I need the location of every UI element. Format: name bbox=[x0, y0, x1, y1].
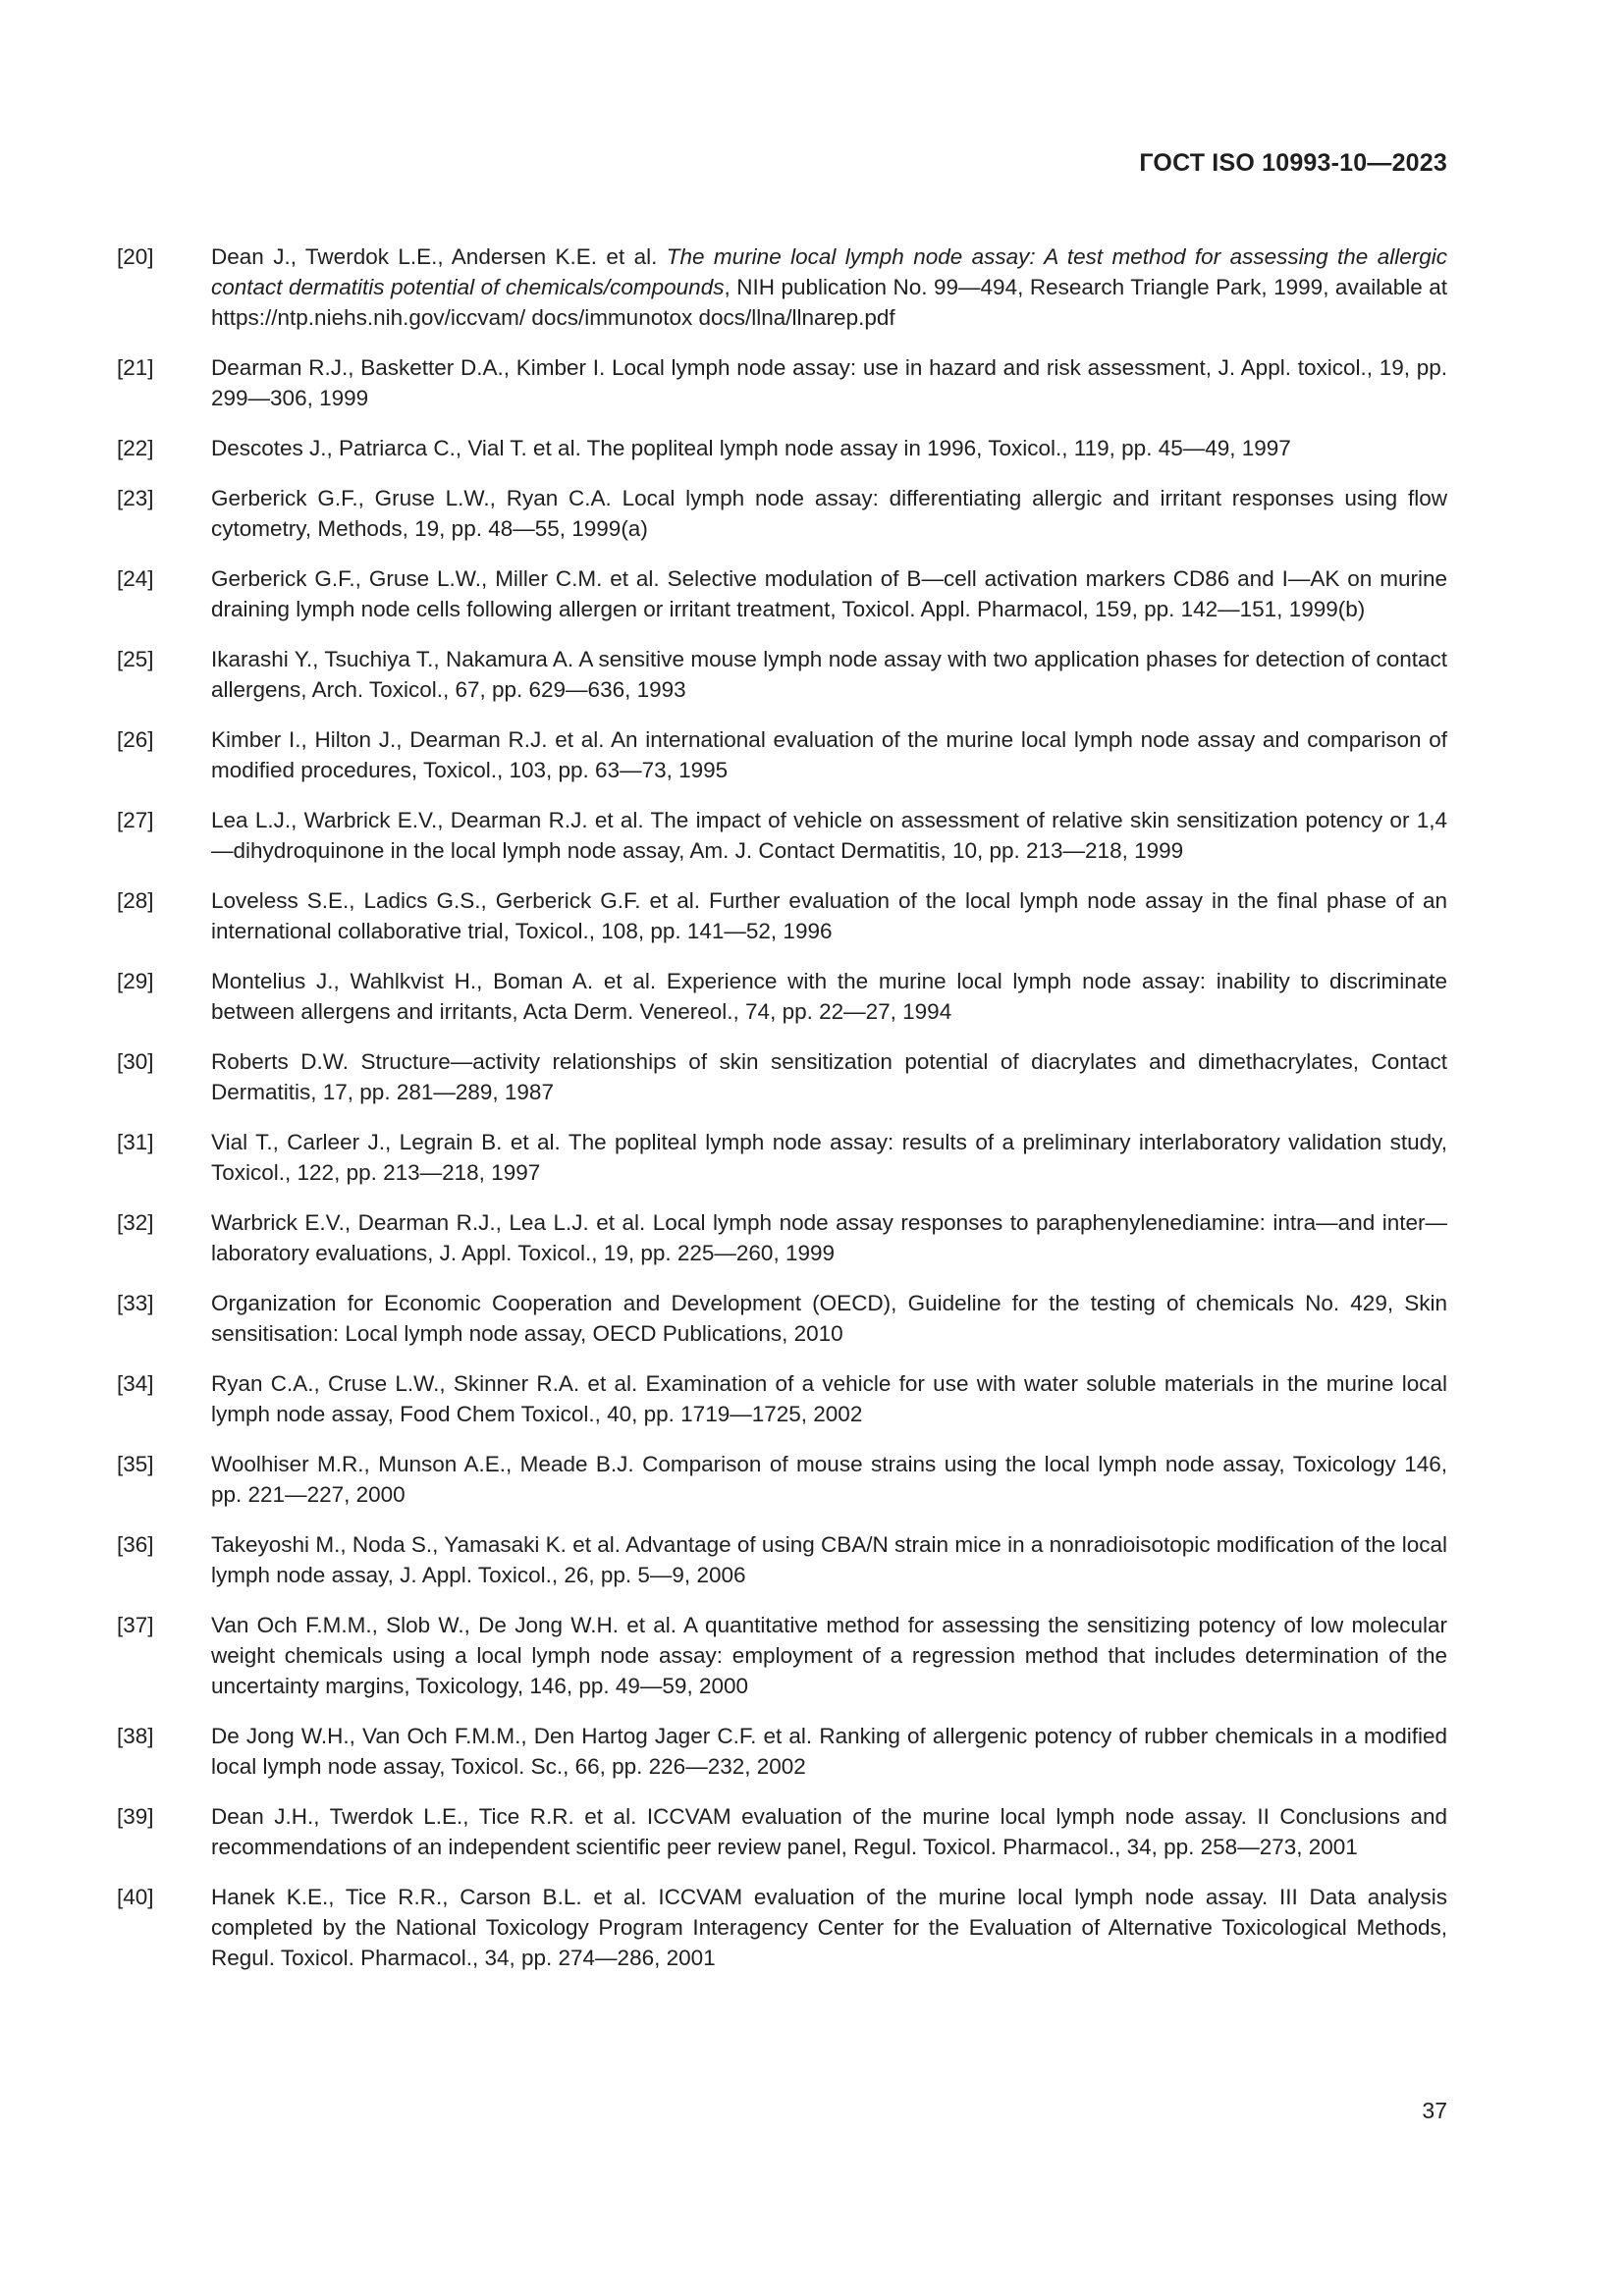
reference-number: [27] bbox=[117, 808, 154, 832]
reference-text: Gerberick G.F., Gruse L.W., Ryan C.A. Local lymph node assay: differentiating allergic and irritant responses using flow cytometry, Methods, 19, pp. 48—55, 1999(a) bbox=[211, 486, 1447, 541]
page-number: 37 bbox=[1422, 2098, 1447, 2123]
reference-31 bbox=[117, 1127, 1447, 1188]
reference-39 bbox=[117, 1801, 1447, 1862]
reference-number: [40] bbox=[117, 1885, 154, 1909]
reference-text: Woolhiser M.R., Munson A.E., Meade B.J. Comparison of mouse strains using the local lymph node assay, Toxicology 146, pp. 221—227, 2000 bbox=[211, 1452, 1447, 1507]
reference-number: [29] bbox=[117, 969, 154, 993]
reference-number: [23] bbox=[117, 486, 154, 510]
reference-text: Dean J.H., Twerdok L.E., Tice R.R. et al. ICCVAM evaluation of the murine local lymph node assay. II Conclusions and recommendations of an independent scientific peer review panel, Regul. Toxicol. Pharmacol., 34, pp. 258—273, 2001 bbox=[211, 1804, 1447, 1859]
reference-23 bbox=[117, 483, 1447, 544]
reference-details: , NIH publication No. 99—494, Research Triangle Park, 1999, available at https://ntp.niehs.nih.gov/iccvam/ docs/immunotox docs/llna/llnarep.pdf bbox=[211, 275, 1447, 330]
reference-25 bbox=[117, 644, 1447, 705]
reference-number: [22] bbox=[117, 436, 154, 460]
reference-22 bbox=[117, 433, 1447, 463]
reference-38 bbox=[117, 1721, 1447, 1782]
reference-title: The murine local lymph node assay: A test method for assessing the allergic contact dermatitis potential of chemicals/compounds bbox=[211, 244, 1447, 299]
reference-text: Hanek K.E., Tice R.R., Carson B.L. et al. ICCVAM evaluation of the murine local lymph node assay. III Data analysis completed by the National Toxicology Program Interagency Center for the Evaluation of Alternative Toxicological Methods, Regul. Toxicol. Pharmacol., 34, pp. 274—286, 2001 bbox=[211, 1885, 1447, 1970]
reference-number: [37] bbox=[117, 1613, 154, 1637]
reference-20 bbox=[117, 241, 1447, 333]
reference-28 bbox=[117, 885, 1447, 946]
reference-35 bbox=[117, 1449, 1447, 1510]
reference-29 bbox=[117, 966, 1447, 1027]
reference-27 bbox=[117, 805, 1447, 866]
reference-text: Lea L.J., Warbrick E.V., Dearman R.J. et al. The impact of vehicle on assessment of relative skin sensitization potency or 1,4—dihydroquinone in the local lymph node assay, Am. J. Contact Dermatitis, 10, pp. 213—218, 1999 bbox=[211, 808, 1447, 863]
reference-number: [36] bbox=[117, 1532, 154, 1557]
reference-24 bbox=[117, 563, 1447, 624]
reference-number: [24] bbox=[117, 566, 154, 591]
reference-number: [20] bbox=[117, 244, 154, 269]
reference-number: [21] bbox=[117, 355, 154, 380]
document-header: ГОСТ ISO 10993-10—2023 bbox=[1139, 149, 1447, 177]
reference-number: [30] bbox=[117, 1049, 154, 1074]
reference-30 bbox=[117, 1046, 1447, 1107]
reference-text: Dearman R.J., Basketter D.A., Kimber I. Local lymph node assay: use in hazard and risk assessment, J. Appl. toxicol., 19, pp. 299—306, 1999 bbox=[211, 355, 1447, 410]
reference-text: Montelius J., Wahlkvist H., Boman A. et al. Experience with the murine local lymph node assay: inability to discriminate between allergens and irritants, Acta Derm. Venereol., 74, pp. 22—27, 1994 bbox=[211, 969, 1447, 1024]
reference-34 bbox=[117, 1368, 1447, 1429]
reference-text bbox=[211, 241, 1447, 333]
reference-text: Vial T., Carleer J., Legrain B. et al. The popliteal lymph node assay: results of a preliminary interlaboratory validation study, Toxicol., 122, pp. 213—218, 1997 bbox=[211, 1130, 1447, 1185]
reference-text: Organization for Economic Cooperation and Development (OECD), Guideline for the testing of chemicals No. 429, Skin sensitisation: Local lymph node assay, OECD Publications, 2010 bbox=[211, 1291, 1447, 1346]
reference-text: De Jong W.H., Van Och F.M.M., Den Hartog Jager C.F. et al. Ranking of allergenic potency of rubber chemicals in a modified local lymph node assay, Toxicol. Sc., 66, pp. 226—232, 2002 bbox=[211, 1724, 1447, 1779]
reference-number: [28] bbox=[117, 888, 154, 913]
reference-text: Warbrick E.V., Dearman R.J., Lea L.J. et al. Local lymph node assay responses to paraphenylenediamine: intra—and inter—laboratory evaluations, J. Appl. Toxicol., 19, pp. 225—260, 1999 bbox=[211, 1210, 1447, 1265]
reference-text: Kimber I., Hilton J., Dearman R.J. et al. An international evaluation of the murine local lymph node assay and comparison of modified procedures, Toxicol., 103, pp. 63—73, 1995 bbox=[211, 727, 1447, 782]
reference-number: [26] bbox=[117, 727, 154, 752]
reference-21 bbox=[117, 352, 1447, 413]
reference-text: Loveless S.E., Ladics G.S., Gerberick G.F. et al. Further evaluation of the local lymph node assay in the final phase of an international collaborative trial, Toxicol., 108, pp. 141—52, 1996 bbox=[211, 888, 1447, 943]
reference-number: [38] bbox=[117, 1724, 154, 1748]
reference-number: [35] bbox=[117, 1452, 154, 1476]
reference-33 bbox=[117, 1288, 1447, 1349]
reference-text: Ryan C.A., Cruse L.W., Skinner R.A. et al. Examination of a vehicle for use with water soluble materials in the murine local lymph node assay, Food Chem Toxicol., 40, pp. 1719—1725, 2002 bbox=[211, 1371, 1447, 1426]
reference-36 bbox=[117, 1529, 1447, 1590]
reference-32 bbox=[117, 1207, 1447, 1268]
reference-number: [34] bbox=[117, 1371, 154, 1396]
reference-number: [25] bbox=[117, 647, 154, 671]
bibliography-list bbox=[117, 241, 1447, 1993]
reference-authors: Dean J., Twerdok L.E., Andersen K.E. et al. bbox=[211, 244, 667, 269]
reference-text: Takeyoshi M., Noda S., Yamasaki K. et al. Advantage of using CBA/N strain mice in a nonradioisotopic modification of the local lymph node assay, J. Appl. Toxicol., 26, pp. 5—9, 2006 bbox=[211, 1532, 1447, 1587]
reference-37 bbox=[117, 1610, 1447, 1701]
reference-number: [39] bbox=[117, 1804, 154, 1829]
reference-number: [32] bbox=[117, 1210, 154, 1235]
reference-text: Ikarashi Y., Tsuchiya T., Nakamura A. A sensitive mouse lymph node assay with two application phases for detection of contact allergens, Arch. Toxicol., 67, pp. 629—636, 1993 bbox=[211, 647, 1447, 702]
reference-text: Roberts D.W. Structure—activity relationships of skin sensitization potential of diacrylates and dimethacrylates, Contact Dermatitis, 17, pp. 281—289, 1987 bbox=[211, 1049, 1447, 1104]
reference-text: Gerberick G.F., Gruse L.W., Miller C.M. et al. Selective modulation of B—cell activation markers CD86 and I—AK on murine draining lymph node cells following allergen or irritant treatment, Toxicol. Appl. Pharmacol, 159, pp. 142—151, 1999(b) bbox=[211, 566, 1447, 621]
reference-number: [31] bbox=[117, 1130, 154, 1154]
reference-number: [33] bbox=[117, 1291, 154, 1315]
reference-text: Van Och F.M.M., Slob W., De Jong W.H. et al. A quantitative method for assessing the sensitizing potency of low molecular weight chemicals using a local lymph node assay: employment of a regression method that includes determination of the uncertainty margins, Toxicology, 146, pp. 49—59, 2000 bbox=[211, 1613, 1447, 1698]
reference-text: Descotes J., Patriarca C., Vial T. et al. The popliteal lymph node assay in 1996, Toxicol., 119, pp. 45—49, 1997 bbox=[211, 436, 1291, 460]
reference-40 bbox=[117, 1882, 1447, 1973]
reference-26 bbox=[117, 724, 1447, 785]
